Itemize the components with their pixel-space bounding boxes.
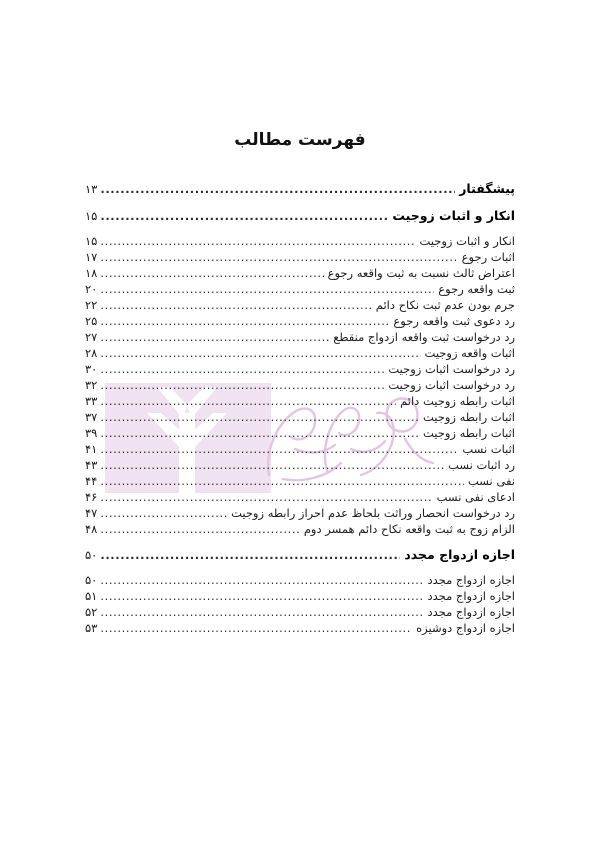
toc-leader-dots bbox=[100, 476, 464, 488]
toc-leader-dots bbox=[100, 268, 323, 280]
toc-entry-page-number: ۱۷ bbox=[85, 250, 98, 264]
toc-leader-dots bbox=[100, 492, 432, 504]
toc-entry-page-number: ۴۴ bbox=[85, 474, 98, 488]
toc-entry-page-number: ۳۳ bbox=[85, 394, 98, 408]
toc-entry-page-number: ۳۹ bbox=[85, 426, 98, 440]
toc-entry-label: اثبات رابطه زوجیت bbox=[422, 426, 515, 440]
toc-leader-dots bbox=[100, 591, 423, 603]
toc-entry-page-number: ۱۵ bbox=[85, 208, 98, 223]
toc-entry-page-number: ۴۳ bbox=[85, 458, 98, 472]
toc-entry-page-number: ۳۷ bbox=[85, 410, 98, 424]
page-title: فهرست مطالب bbox=[234, 130, 366, 150]
toc-entry-page-number: ۵۱ bbox=[85, 589, 98, 603]
toc-entry[interactable] bbox=[85, 524, 515, 536]
toc-entry-page-number: ۴۸ bbox=[85, 522, 98, 536]
toc-leader-dots bbox=[100, 252, 457, 264]
toc-entry[interactable] bbox=[85, 575, 515, 587]
toc-entry-page-number: ۵۲ bbox=[85, 605, 98, 619]
toc-entry-label: رد درخواست انحصار وراثت بلحاظ عدم احراز رابطه زوجیت bbox=[231, 506, 515, 520]
toc-leader-dots bbox=[100, 396, 396, 408]
toc-entry-page-number: ۳۲ bbox=[85, 378, 98, 392]
toc-entry-label: رد اثبات نسب bbox=[448, 458, 515, 472]
toc-entry-page-number: ۱۸ bbox=[85, 266, 98, 280]
toc-entry[interactable] bbox=[85, 492, 515, 504]
toc-entry[interactable] bbox=[85, 183, 515, 197]
toc-entry-label: ادعای نفی نسب bbox=[436, 490, 515, 504]
toc-entry-label: اثبات واقعه زوجیت bbox=[424, 346, 515, 360]
toc-entry-label: رد درخواست اثبات زوجیت bbox=[388, 378, 515, 392]
toc-entry[interactable] bbox=[85, 364, 515, 376]
toc-entry[interactable] bbox=[85, 412, 515, 424]
toc-entry-label: نفی نسب bbox=[467, 474, 515, 488]
toc-leader-dots bbox=[100, 300, 371, 312]
toc-leader-dots bbox=[100, 444, 458, 456]
toc-entry[interactable] bbox=[85, 476, 515, 488]
toc-entry-label: ثبت واقعه رجوع bbox=[438, 282, 515, 296]
toc-entry-label: اثبات رجوع bbox=[461, 250, 515, 264]
toc-entry[interactable] bbox=[85, 268, 515, 280]
toc-entry-page-number: ۵۳ bbox=[85, 621, 98, 635]
toc-entry-label: رد درخواست ثبت واقعه ازدواج منقطع bbox=[333, 330, 515, 344]
toc-entry[interactable] bbox=[85, 236, 515, 248]
toc-entry-page-number: ۲۸ bbox=[85, 346, 98, 360]
toc-entry[interactable] bbox=[85, 607, 515, 619]
toc-entry-page-number: ۴۷ bbox=[85, 506, 98, 520]
toc-leader-dots bbox=[100, 316, 389, 328]
toc-entry-page-number: ۳۰ bbox=[85, 362, 98, 376]
toc-leader-dots bbox=[100, 524, 299, 536]
toc-entry[interactable] bbox=[85, 252, 515, 264]
toc-entry-label: اجازه ازدواج مجدد bbox=[404, 546, 515, 562]
toc-entry-page-number: ۲۷ bbox=[85, 330, 98, 344]
toc-leader-dots bbox=[100, 236, 415, 248]
toc-entry-label: اجازه ازدواج دوشیزه bbox=[416, 621, 515, 635]
toc-entry[interactable] bbox=[85, 300, 515, 312]
toc-leader-dots bbox=[100, 380, 384, 392]
toc-entry[interactable] bbox=[85, 284, 515, 296]
toc-entry-label: اثبات نسب bbox=[462, 442, 515, 456]
toc-leader-dots bbox=[100, 348, 420, 360]
toc-entry[interactable] bbox=[85, 380, 515, 392]
toc-entry[interactable] bbox=[85, 591, 515, 603]
toc-entry-label: رد درخواست اثبات زوجیت bbox=[388, 362, 515, 376]
toc-leader-dots bbox=[100, 428, 419, 440]
toc-entry[interactable] bbox=[85, 207, 515, 224]
toc-leader-dots bbox=[100, 550, 400, 563]
toc-entry-label: اجازه ازدواج مجدد bbox=[427, 589, 515, 603]
toc-entry-page-number: ۵۰ bbox=[85, 573, 98, 587]
toc-entry-label: اعتراض ثالث نسبت به ثبت واقعه رجوع bbox=[327, 266, 515, 280]
toc-entry-page-number: ۲۰ bbox=[85, 282, 98, 296]
toc-entry[interactable] bbox=[85, 444, 515, 456]
toc-leader-dots bbox=[100, 211, 388, 224]
toc-leader-dots bbox=[100, 575, 423, 587]
toc-entry[interactable] bbox=[85, 332, 515, 344]
toc-leader-dots bbox=[100, 332, 329, 344]
toc-entry-label: اجازه ازدواج مجدد bbox=[427, 605, 515, 619]
toc-entry-label: اثبات رابطه زوجیت دائم bbox=[400, 394, 515, 408]
toc-leader-dots bbox=[100, 364, 384, 376]
toc-entry-label: پیشگفتار bbox=[459, 181, 515, 196]
toc-entry[interactable] bbox=[85, 460, 515, 472]
toc-entry[interactable] bbox=[85, 508, 515, 520]
toc-leader-dots bbox=[100, 184, 455, 197]
toc-entry-label: رد دعوی ثبت واقعه رجوع bbox=[393, 314, 515, 328]
toc-entry[interactable] bbox=[85, 348, 515, 360]
toc-entry-label: اجازه ازدواج مجدد bbox=[427, 573, 515, 587]
toc-leader-dots bbox=[100, 607, 423, 619]
toc-entry[interactable] bbox=[85, 428, 515, 440]
toc-entry-label: اثبات رابطه زوجیت bbox=[422, 410, 515, 424]
toc-entry[interactable] bbox=[85, 316, 515, 328]
toc-entry[interactable] bbox=[85, 546, 515, 563]
toc-entry-label: انکار و اثبات زوجیت bbox=[419, 234, 515, 248]
toc-leader-dots bbox=[100, 508, 227, 520]
toc-leader-dots bbox=[100, 460, 444, 472]
toc-leader-dots bbox=[100, 412, 419, 424]
toc-entry-page-number: ۴۶ bbox=[85, 490, 98, 504]
toc-list bbox=[85, 170, 515, 635]
toc-entry-label: انکار و اثبات زوجیت bbox=[392, 207, 515, 223]
toc-entry[interactable] bbox=[85, 396, 515, 408]
toc-entry-page-number: ۲۵ bbox=[85, 314, 98, 328]
toc-entry[interactable] bbox=[85, 623, 515, 635]
toc-leader-dots bbox=[100, 623, 412, 635]
toc-entry-page-number: ۵۰ bbox=[85, 547, 98, 562]
toc-entry-page-number: ۲۲ bbox=[85, 298, 98, 312]
toc-leader-dots bbox=[100, 284, 434, 296]
toc-entry-page-number: ۱۵ bbox=[85, 234, 98, 248]
toc-entry-label: الزام زوج به ثبت واقعه نکاح دائم همسر دوم bbox=[303, 522, 515, 536]
toc-entry-label: جرم بودن عدم ثبت نکاح دائم bbox=[375, 298, 515, 312]
toc-entry-page-number: ۴۱ bbox=[85, 442, 98, 456]
toc-entry-page-number: ۱۳ bbox=[85, 182, 98, 196]
